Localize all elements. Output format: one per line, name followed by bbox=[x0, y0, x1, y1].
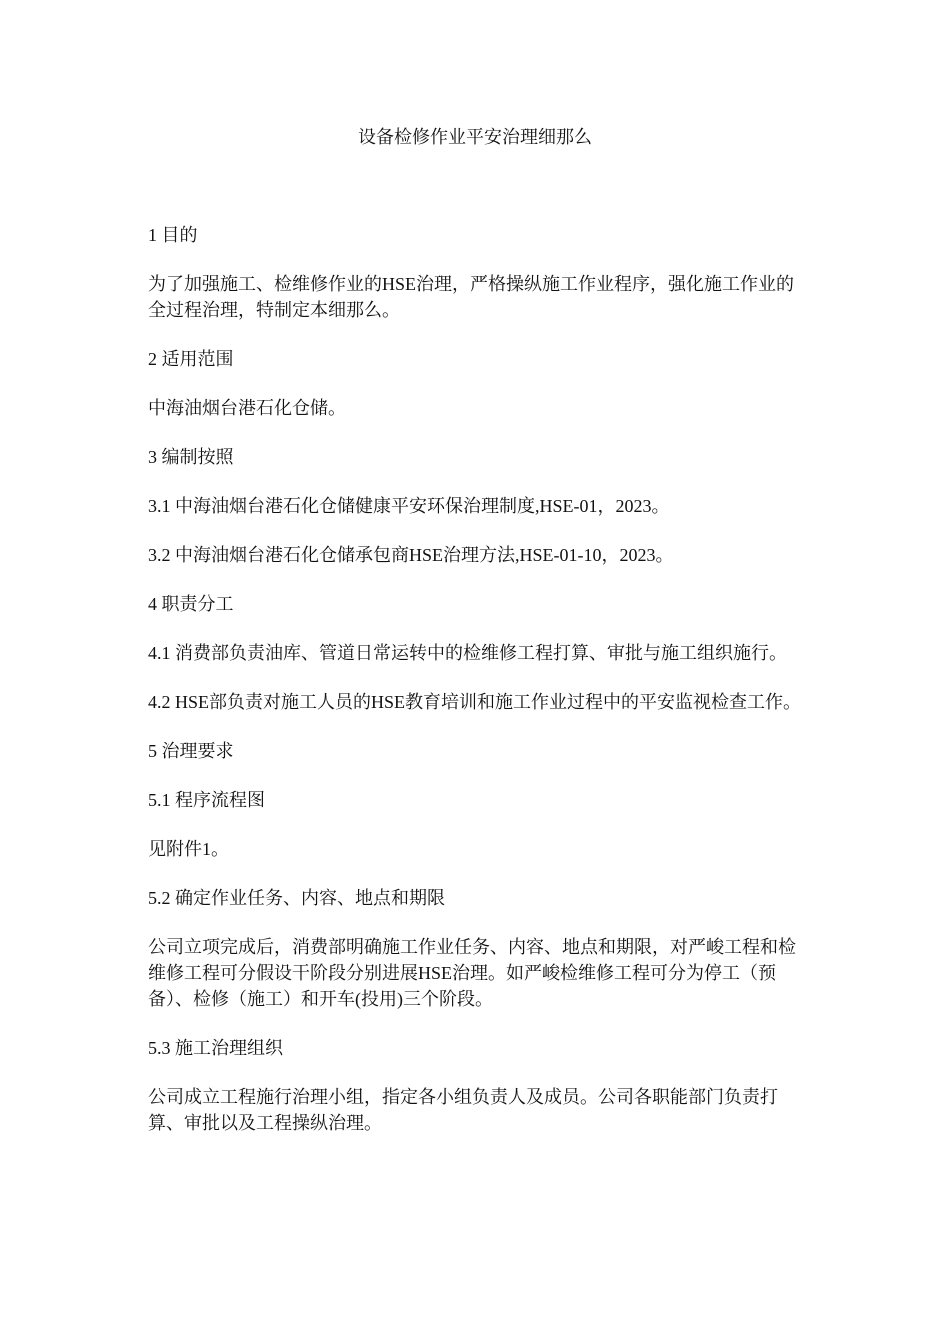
paragraph-responsibility-4-1: 4.1 消费部负责油库、管道日常运转中的检维修工程打算、审批与施工组织施行。 bbox=[148, 643, 787, 663]
document-body bbox=[148, 222, 808, 1159]
section-heading-basis: 3 编制按照 bbox=[148, 447, 234, 467]
subheading-5-3: 5.3 施工治理组织 bbox=[148, 1038, 283, 1058]
paragraph-basis-3-1: 3.1 中海油烟台港石化仓储健康平安环保治理制度,HSE-01，2023。 bbox=[148, 496, 670, 516]
paragraph-purpose: 为了加强施工、检维修作业的HSE治理，严格操纵施工作业程序，强化施工作业的全过程治理，特制定本细那么。 bbox=[148, 274, 795, 320]
section-heading-responsibilities: 4 职责分工 bbox=[148, 594, 234, 614]
subheading-5-1: 5.1 程序流程图 bbox=[148, 790, 265, 810]
paragraph-responsibility-4-2: 4.2 HSE部负责对施工人员的HSE教育培训和施工作业过程中的平安监视检查工作。 bbox=[148, 692, 802, 712]
document-title: 设备检修作业平安治理细那么 bbox=[358, 127, 592, 147]
paragraph-5-1: 见附件1。 bbox=[148, 839, 229, 859]
paragraph-basis-3-2: 3.2 中海油烟台港石化仓储承包商HSE治理方法,HSE-01-10，2023。 bbox=[148, 545, 674, 565]
section-heading-requirements: 5 治理要求 bbox=[148, 741, 234, 761]
paragraph-5-2: 公司立项完成后，消费部明确施工作业任务、内容、地点和期限，对严峻工程和检维修工程可分假设干阶段分别进展HSE治理。如严峻检维修工程可分为停工（预备）、检修（施工）和开车(投用)三个阶段。 bbox=[148, 937, 796, 1009]
subheading-5-2: 5.2 确定作业任务、内容、地点和期限 bbox=[148, 888, 445, 908]
paragraph-scope: 中海油烟台港石化仓储。 bbox=[148, 398, 346, 418]
section-heading-purpose: 1 目的 bbox=[148, 225, 198, 245]
section-heading-scope: 2 适用范围 bbox=[148, 349, 234, 369]
paragraph-5-3: 公司成立工程施行治理小组，指定各小组负责人及成员。公司各职能部门负责打算、审批以及工程操纵治理。 bbox=[148, 1087, 778, 1133]
